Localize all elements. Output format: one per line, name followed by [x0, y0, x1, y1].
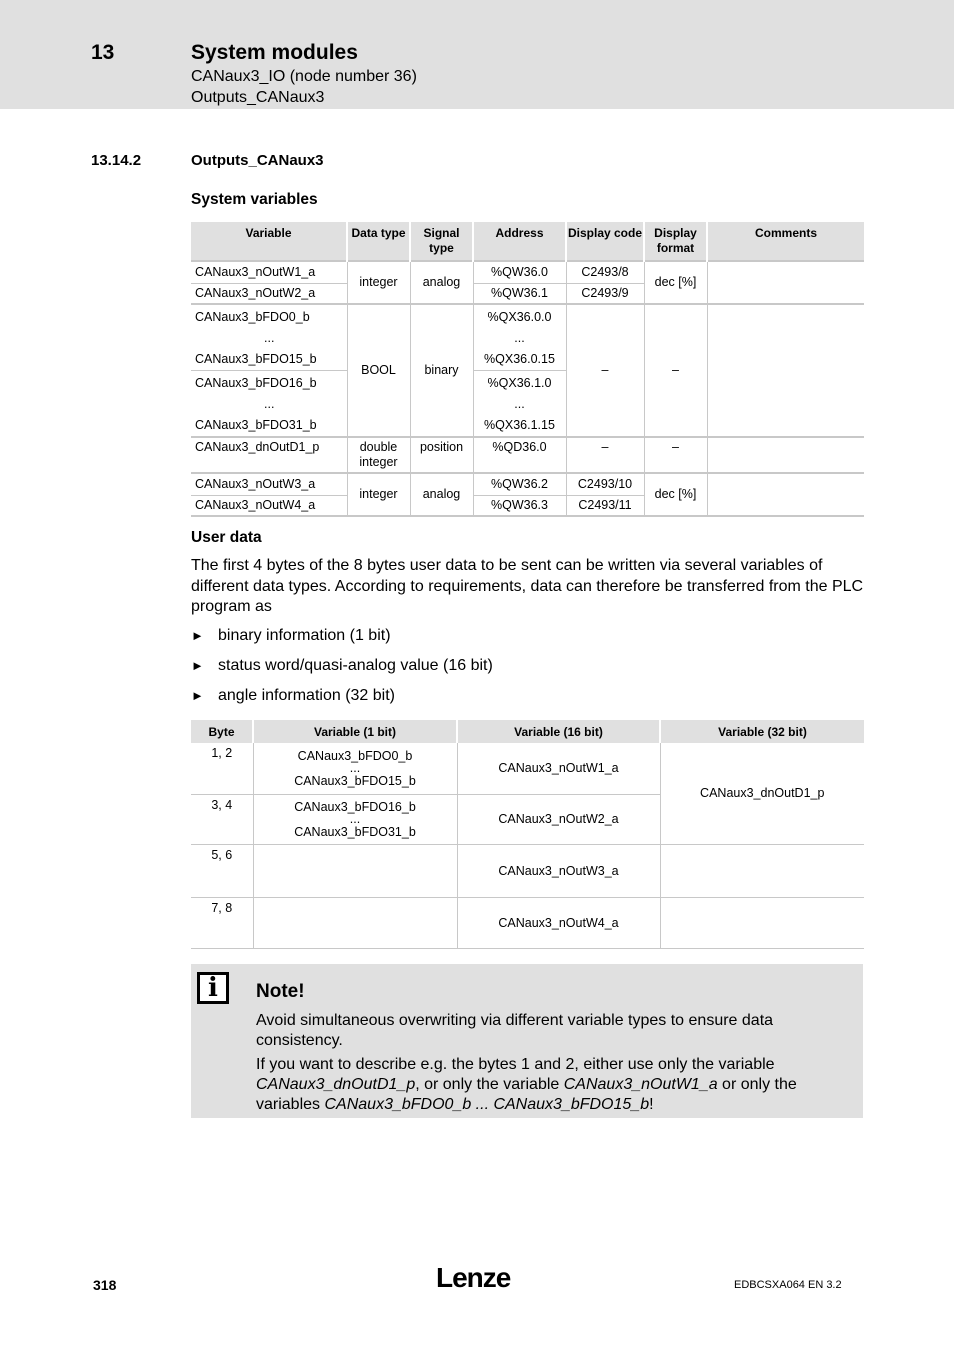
cell-variable: [191, 371, 347, 438]
cell-variable-16bit: CANaux3_nOutW4_a: [457, 897, 660, 948]
cell-comments: [707, 473, 864, 516]
note-title: Note!: [256, 981, 305, 1002]
cell-address: %QW36.3: [473, 495, 566, 516]
header-subtitle-module: CANaux3_IO (node number 36): [191, 68, 417, 85]
table-row: [191, 897, 864, 948]
cell-signal-type: analog: [410, 473, 473, 516]
cell-variable-32bit: CANaux3_dnOutD1_p: [660, 743, 864, 844]
cell-address: [473, 304, 566, 371]
cell-variable: CANaux3_nOutW3_a: [191, 473, 347, 495]
cell-display-code: –: [566, 437, 644, 473]
note-variable: CANaux3_bFDO0_b ... CANaux3_bFDO15_b: [324, 1096, 650, 1113]
cell-address: %QW36.0: [473, 261, 566, 283]
table-row: [191, 473, 864, 495]
cell-variable: [191, 304, 347, 371]
table-row: [191, 304, 864, 371]
cell-data-type: integer: [347, 261, 410, 304]
cell-data-type: integer: [347, 473, 410, 516]
header-subtitle-section: Outputs_CANaux3: [191, 89, 325, 106]
cell-display-code: C2493/11: [566, 495, 644, 516]
col-header-data-type: Data type: [347, 222, 410, 261]
user-data-heading: User data: [191, 529, 262, 546]
col-header-signal-type: Signal type: [410, 222, 473, 261]
cell-variable: CANaux3_dnOutD1_p: [191, 437, 347, 473]
variable-line: CANaux3_bFDO16_b: [195, 376, 317, 390]
note-box: [191, 964, 863, 1118]
lenze-logo: Lenze: [436, 1262, 511, 1293]
cell-address: %QW36.1: [473, 283, 566, 304]
cell-byte: 7, 8: [191, 897, 253, 948]
variable-ellipsis: ...: [264, 397, 275, 411]
document-reference: EDBCSXA064 EN 3.2: [734, 1279, 842, 1291]
cell-variable-1bit: [253, 844, 457, 897]
cell-comments: [707, 304, 864, 437]
note-text: , or only the variable: [415, 1076, 564, 1093]
cell-variable: CANaux3_nOutW1_a: [191, 261, 347, 283]
cell-variable-16bit: CANaux3_nOutW3_a: [457, 844, 660, 897]
cell-variable-32bit: [660, 844, 864, 897]
note-variable: CANaux3_nOutW1_a: [563, 1076, 718, 1093]
note-text: !: [649, 1096, 654, 1113]
cell-byte: 1, 2: [211, 746, 233, 760]
bullet-text: status word/quasi-analog value (16 bit): [218, 657, 493, 674]
col-header-variable-32bit: Variable (32 bit): [660, 720, 864, 743]
cell-variable: CANaux3_nOutW4_a: [191, 495, 347, 516]
cell-display-code: –: [566, 304, 644, 437]
table-row: [191, 261, 864, 283]
col-header-variable-1bit: Variable (1 bit): [253, 720, 457, 743]
cell-variable-16bit: CANaux3_nOutW2_a: [457, 794, 660, 844]
cell-variable-1bit: [253, 743, 457, 794]
table-row: [191, 743, 864, 794]
bullet-text: binary information (1 bit): [218, 627, 391, 644]
address-line: %QX36.0.0: [487, 310, 552, 324]
variable-line: CANaux3_bFDO15_b: [195, 352, 317, 366]
note-paragraph: Avoid simultaneous overwriting via different variable types to ensure data consistency.: [256, 1012, 774, 1049]
variable-line: CANaux3_bFDO0_b: [297, 748, 413, 763]
col-header-display-format: Display format: [644, 222, 707, 261]
cell-display-code: C2493/9: [566, 283, 644, 304]
user-data-table: [191, 720, 864, 949]
cell-address: %QD36.0: [473, 437, 566, 473]
cell-byte: 5, 6: [191, 844, 253, 897]
address-ellipsis: ...: [514, 331, 525, 345]
cell-comments: [707, 437, 864, 473]
chapter-number: 13: [91, 41, 115, 64]
table-row: [191, 844, 864, 897]
cell-display-code: C2493/8: [566, 261, 644, 283]
col-header-byte: Byte: [191, 720, 253, 743]
cell-variable-16bit: CANaux3_nOutW1_a: [457, 743, 660, 794]
cell-address: [473, 371, 566, 438]
system-variables-heading: System variables: [191, 191, 318, 208]
bullet-arrow-icon: ►: [191, 628, 204, 643]
cell-address: %QW36.2: [473, 473, 566, 495]
variable-line: CANaux3_bFDO0_b: [195, 310, 310, 324]
chapter-title: System modules: [191, 41, 358, 64]
bullet-arrow-icon: ►: [191, 658, 204, 673]
variable-line: CANaux3_bFDO16_b: [294, 799, 416, 814]
info-icon: i: [197, 972, 229, 1004]
cell-byte: 3, 4: [191, 794, 253, 844]
cell-signal-type: position: [410, 437, 473, 473]
cell-signal-type: analog: [410, 261, 473, 304]
col-header-comments: Comments: [707, 222, 864, 261]
system-variables-table: [191, 222, 864, 517]
col-header-display-code: Display code: [566, 222, 644, 261]
table-row: [191, 437, 864, 473]
cell-variable-32bit: [660, 897, 864, 948]
bullet-arrow-icon: ►: [191, 688, 204, 703]
address-line: %QX36.0.15: [484, 352, 555, 366]
cell-display-format: –: [644, 437, 707, 473]
user-data-paragraph: The first 4 bytes of the 8 bytes user data to be sent can be written via several variables of different data types. According to requirements, data can therefore be transferred from the PLC program as: [191, 557, 864, 615]
variable-ellipsis: ...: [349, 760, 361, 775]
col-header-address: Address: [473, 222, 566, 261]
variable-line: CANaux3_bFDO31_b: [294, 824, 416, 839]
variable-line: CANaux3_bFDO15_b: [294, 773, 416, 788]
note-variable: CANaux3_dnOutD1_p: [256, 1076, 416, 1093]
address-line: %QX36.1.0: [487, 376, 552, 390]
page-number: 318: [93, 1277, 117, 1293]
table-header-row: [191, 720, 864, 743]
cell-comments: [707, 261, 864, 304]
section-number: 13.14.2: [91, 152, 142, 169]
bullet-text: angle information (32 bit): [218, 687, 395, 704]
address-line: %QX36.1.15: [484, 418, 555, 432]
col-header-variable-16bit: Variable (16 bit): [457, 720, 660, 743]
note-paragraph: [256, 1055, 856, 1115]
variable-line: CANaux3_bFDO31_b: [195, 418, 317, 432]
section-title: Outputs_CANaux3: [191, 152, 324, 169]
note-text: If you want to describe e.g. the bytes 1 and 2, either use only the variable: [256, 1056, 775, 1073]
variable-ellipsis: ...: [349, 811, 361, 826]
cell-display-code: C2493/10: [566, 473, 644, 495]
cell-display-format: dec [%]: [644, 261, 707, 304]
cell-variable-1bit: [253, 794, 457, 844]
note-text: or only the variables: [256, 1076, 797, 1113]
col-header-variable: Variable: [191, 222, 347, 261]
table-header-row: [191, 222, 864, 261]
cell-variable-1bit: [253, 897, 457, 948]
cell-variable: CANaux3_nOutW2_a: [191, 283, 347, 304]
cell-data-type: BOOL: [347, 304, 410, 437]
cell-data-type: double integer: [347, 437, 410, 473]
cell-display-format: dec [%]: [644, 473, 707, 516]
variable-ellipsis: ...: [264, 331, 275, 345]
cell-display-format: –: [644, 304, 707, 437]
header-band: [0, 0, 954, 109]
address-ellipsis: ...: [514, 397, 525, 411]
cell-signal-type: binary: [410, 304, 473, 437]
